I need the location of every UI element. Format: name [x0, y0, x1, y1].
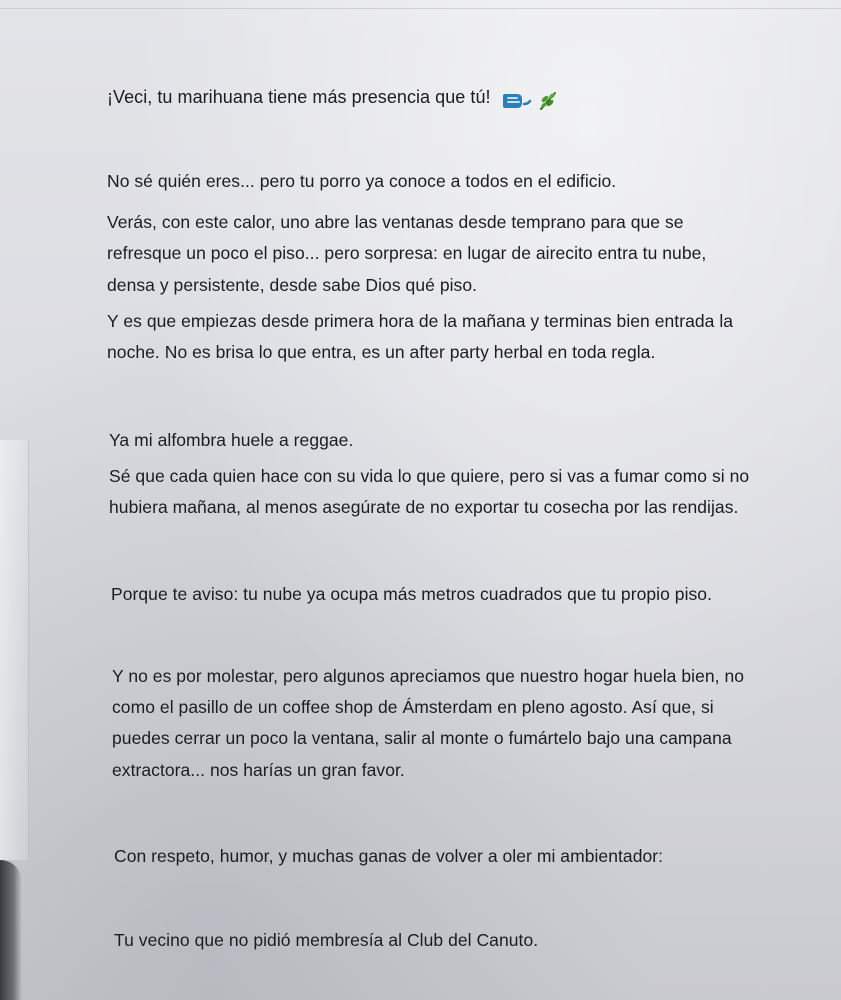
- paragraph-5-line-2: hubiera mañana, al menos asegúrate de no exportar tu cosecha por las rendijas.: [109, 497, 739, 517]
- greeting-line: [107, 88, 559, 112]
- paragraph-6: Porque te aviso: tu nube ya ocupa más metros cuadrados que tu propio piso.: [111, 584, 713, 604]
- paragraph-1: No sé quién eres... pero tu porro ya conoce a todos en el edificio.: [107, 171, 617, 191]
- signature-line: Tu vecino que no pidió membresía al Club del Canuto.: [114, 930, 539, 950]
- greeting-emojis: [502, 90, 559, 112]
- paragraph-3-line-2: noche. No es brisa lo que entra, es un after party herbal en toda regla.: [107, 342, 656, 362]
- paragraph-7-line-4: extractora... nos harías un gran favor.: [112, 760, 405, 780]
- paragraph-2-line-2: refresque un poco el piso... pero sorpresa: en lugar de airecito entra tu nube,: [107, 243, 707, 263]
- greeting-text: ¡Veci, tu marihuana tiene más presencia que tú!: [107, 87, 491, 107]
- closing-line: Con respeto, humor, y muchas ganas de volver a oler mi ambientador:: [114, 846, 664, 866]
- paragraph-4: Ya mi alfombra huele a reggae.: [109, 430, 354, 450]
- paragraph-3-line-1: Y es que empiezas desde primera hora de la mañana y terminas bien entrada la: [107, 311, 734, 331]
- paragraph-7-line-3: puedes cerrar un poco la ventana, salir al monte o fumártelo bajo una campana: [112, 728, 732, 748]
- paragraph-7-line-2: como el pasillo de un coffee shop de Ámsterdam en pleno agosto. Así que, si: [112, 697, 714, 717]
- dashing-away-icon: [502, 90, 532, 112]
- paragraph-5-line-1: Sé que cada quien hace con su vida lo que quiere, pero si vas a fumar como si no: [109, 466, 750, 486]
- paragraph-2-line-1: Verás, con este calor, uno abre las ventanas desde temprano para que se: [107, 212, 684, 232]
- herb-icon: [537, 90, 559, 112]
- paragraph-2-line-3: densa y persistente, desde sabe Dios qué piso.: [107, 275, 478, 295]
- paragraph-7-line-1: Y no es por molestar, pero algunos apreciamos que nuestro hogar huela bien, no: [112, 666, 745, 686]
